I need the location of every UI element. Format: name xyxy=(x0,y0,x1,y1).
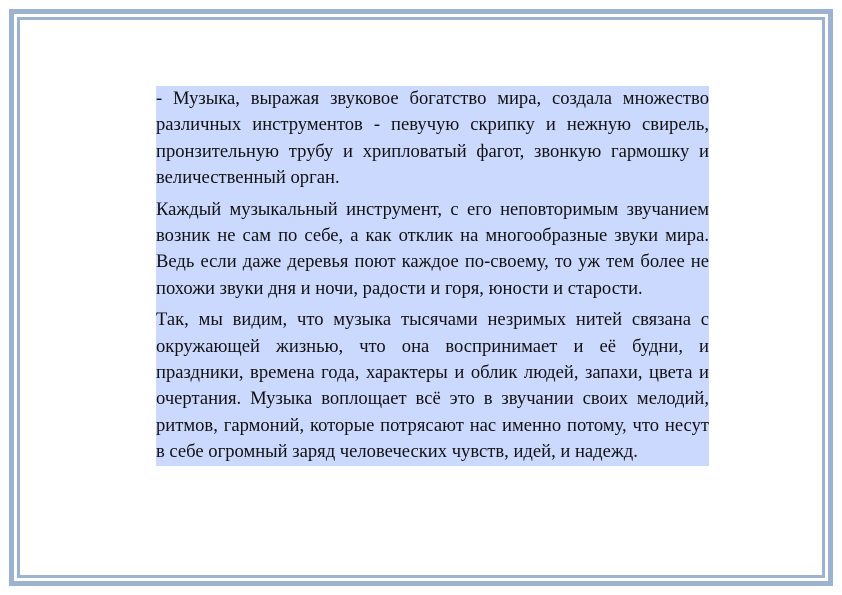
paragraph-1: - Музыка, выражая звуковое богатство мира, создала множество различных инструментов - певучую скрипку и нежную свирель, пронзительную трубу и хрипловатый фагот, звонкую гармошку и величественный орган. xyxy=(156,88,709,189)
paragraph-2: Каждый музыкальный инструмент, с его неповторимым звучанием возник не сам по себе, а как отклик на многообразные звуки мира. Ведь если даже деревья поют каждое по-своему, то уж тем более не похожи звуки дня и ночи, радости и горя, юности и старости. xyxy=(156,198,709,299)
text-block xyxy=(156,86,709,466)
paragraph-3: Так, мы видим, что музыка тысячами незримых нитей связана с окружающей жизнью, что она воспринимает и её будни, и праздники, времена года, характеры и облик людей, запахи, цвета и очертания. Музыка воплощает всё это в звучании своих мелодий, ритмов, гармоний, которые потрясают нас именно потому, что несут в себе огромный заряд человеческих чувств, идей, и надежд. xyxy=(156,309,709,463)
